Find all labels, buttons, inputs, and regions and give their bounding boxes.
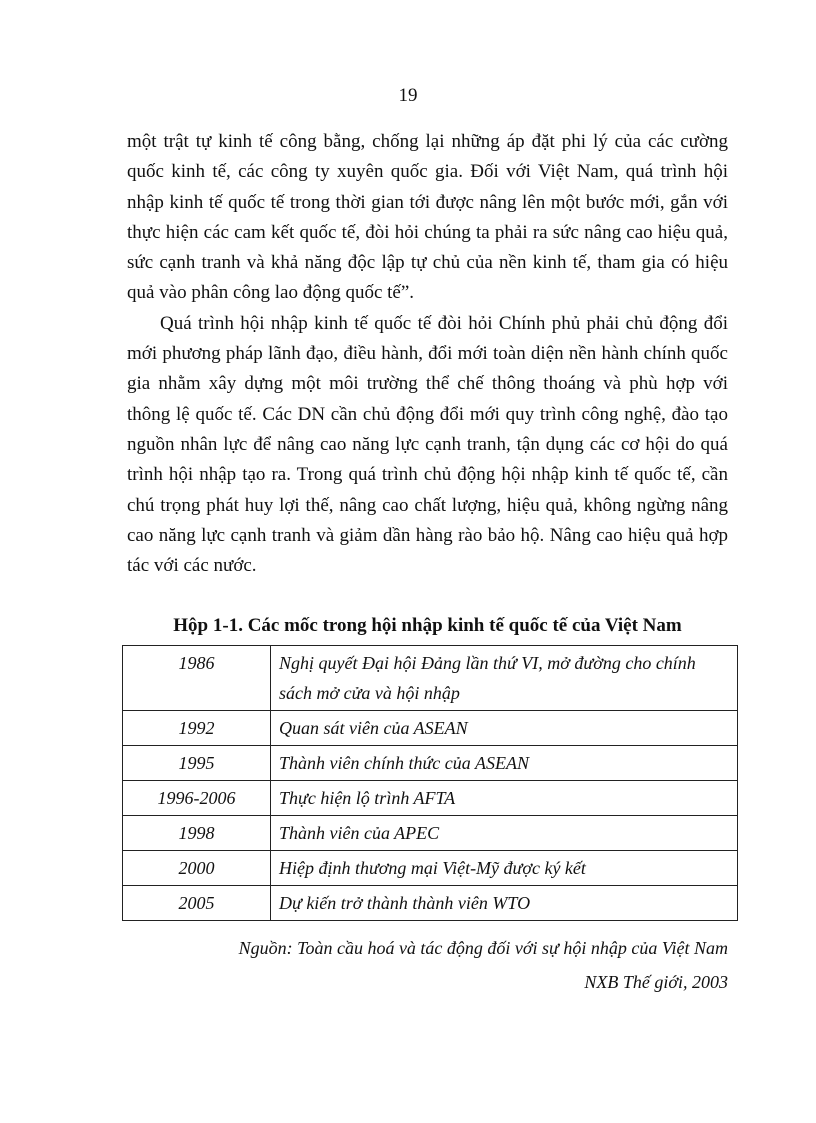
event-cell: Thành viên của APEC — [271, 816, 738, 851]
body-text — [127, 127, 728, 581]
paragraph-continued: một trật tự kinh tế công bằng, chống lại những áp đặt phi lý của các cường quốc kinh tế, các công ty xuyên quốc gia. Đối với Việt Nam, quá trình hội nhập kinh tế quốc tế trong thời gian tới được nâng lên một bước mới, gắn với thực hiện các cam kết quốc tế, đòi hỏi chúng ta phải ra sức nâng cao hiệu quả, sức cạnh tranh và khả năng độc lập tự chủ của nền kinh tế, tham gia có hiệu quả vào phân công lao động quốc tế”. — [127, 131, 728, 304]
table-row — [123, 886, 738, 921]
table-row — [123, 646, 738, 711]
table-row — [123, 816, 738, 851]
year-cell: 1995 — [123, 746, 271, 781]
table-row — [123, 746, 738, 781]
paragraph-integration-requirements: Quá trình hội nhập kinh tế quốc tế đòi hỏi Chính phủ phải chủ động đổi mới phương pháp lãnh đạo, điều hành, đổi mới toàn diện nền hành chính quốc gia nhằm xây dựng một môi trường thể chế thông thoáng và phù hợp với thông lệ quốc tế. Các DN cần chủ động đổi mới quy trình công nghệ, đào tạo nguồn nhân lực để nâng cao năng lực cạnh tranh, tận dụng các cơ hội do quá trình hội nhập tạo ra. Trong quá trình chủ động hội nhập kinh tế quốc tế, cần chú trọng phát huy lợi thế, nâng cao chất lượng, hiệu quả, không ngừng nâng cao năng lực cạnh tranh và giảm dần hàng rào bảo hộ. Nâng cao hiệu quả hợp tác với các nước. — [127, 312, 728, 577]
event-cell: Nghị quyết Đại hội Đảng lần thứ VI, mở đường cho chính sách mở cửa và hội nhập — [271, 646, 738, 711]
milestone-table — [122, 645, 738, 921]
source-line-1: Nguồn: Toàn cầu hoá và tác động đối với sự hội nhập của Việt Nam — [238, 938, 728, 958]
year-cell: 2000 — [123, 851, 271, 886]
box-title: Hộp 1-1. Các mốc trong hội nhập kinh tế quốc tế của Việt Nam — [173, 615, 682, 636]
year-cell: 1986 — [123, 646, 271, 711]
year-cell: 1998 — [123, 816, 271, 851]
table-row — [123, 851, 738, 886]
event-cell: Hiệp định thương mại Việt-Mỹ được ký kết — [271, 851, 738, 886]
year-cell: 1996-2006 — [123, 781, 271, 816]
event-cell: Quan sát viên của ASEAN — [271, 711, 738, 746]
source-line-2: NXB Thế giới, 2003 — [584, 972, 728, 992]
year-cell: 1992 — [123, 711, 271, 746]
page-number: 19 — [398, 85, 418, 106]
table-row — [123, 781, 738, 816]
year-cell: 2005 — [123, 886, 271, 921]
event-cell: Dự kiến trở thành thành viên WTO — [271, 886, 738, 921]
event-cell: Thực hiện lộ trình AFTA — [271, 781, 738, 816]
source-citation — [127, 931, 728, 999]
event-cell: Thành viên chính thức của ASEAN — [271, 746, 738, 781]
table-row — [123, 711, 738, 746]
